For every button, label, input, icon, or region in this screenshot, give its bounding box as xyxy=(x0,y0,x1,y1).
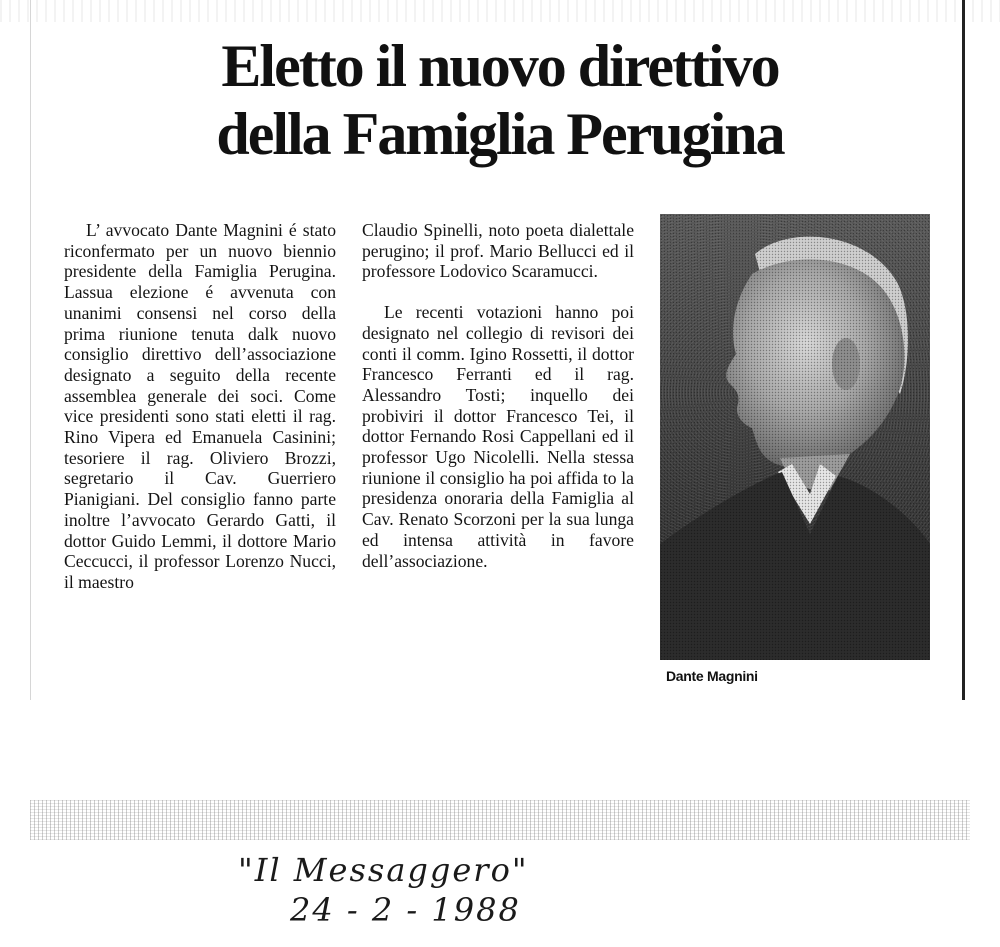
photo-caption: Dante Magnini xyxy=(666,668,758,684)
article-headline xyxy=(120,32,880,168)
column-rule-right xyxy=(962,0,965,700)
handwritten-annotation xyxy=(238,850,558,930)
scan-noise-band xyxy=(30,800,970,840)
column-2-paragraph-2: Le recenti votazioni hanno poi designato nel collegio di revisori dei conti il comm. Igino Rossetti, il dottor Francesco Ferranti ed il rag. Alessandro Tosti; inquello dei probiviri il dottor Francesco Tei, il dottor Fernando Rosi Cappellani ed il professor Ugo Nicolelli. Nella stessa riunione il consiglio ha poi affida to la presidenza onoraria della Famiglia al Cav. Renato Scorzoni per la sua lunga ed intensa attività in favore dell’associazione. xyxy=(362,302,634,571)
article-column-1 xyxy=(64,220,336,593)
column-rule-left xyxy=(30,0,31,700)
article-column-2 xyxy=(362,220,634,571)
handwritten-date: 24 - 2 - 1988 xyxy=(290,891,521,929)
portrait-silhouette xyxy=(660,214,930,660)
headline-line-2: della Famiglia Perugina xyxy=(216,101,784,167)
scan-noise-top xyxy=(0,0,1000,22)
portrait-photo xyxy=(660,214,930,660)
column-1-paragraph-1: L’ avvocato Dante Magnini é stato riconfermato per un nuovo biennio presidente della Famiglia Perugina. Lassua elezione é avvenuta con unanimi consensi nel corso della prima riunione tenuta dalk nuovo consiglio direttivo dell’associazione designato a seguito della recente assemblea generale dei soci. Come vice presidenti sono stati eletti il rag. Rino Vipera ed Emanuela Casinini; tesoriere il rag. Oliviero Brozzi, segretario il Cav. Guerriero Pianigiani. Del consiglio fanno parte inoltre l’avvocato Gerardo Gatti, il dottor Guido Lemmi, il dottore Mario Ceccucci, il professor Lorenzo Nucci, il maestro xyxy=(64,220,336,592)
headline-line-1: Eletto il nuovo direttivo xyxy=(221,33,779,99)
column-2-paragraph-1: Claudio Spinelli, noto poeta dialettale perugino; il prof. Mario Bellucci ed il professore Lodovico Scaramucci. xyxy=(362,220,634,282)
handwritten-source: "Il Messaggero" xyxy=(238,851,529,889)
